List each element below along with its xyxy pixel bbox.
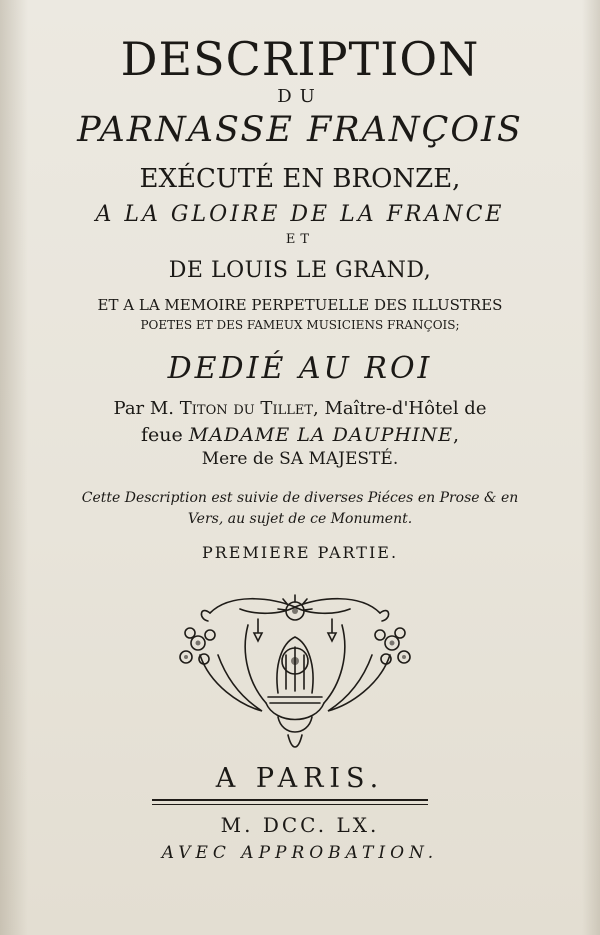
- feue-suffix: ,: [452, 424, 460, 446]
- mere-prefix: Mere de: [201, 449, 280, 469]
- title-subject: PARNASSE FRANÇOIS: [77, 110, 523, 150]
- feue-prefix: feue: [140, 424, 189, 446]
- approbation: AVEC APPROBATION.: [161, 843, 439, 863]
- note-line-1: Cette Description est suivie de diverses Piéces en Prose & en: [81, 490, 519, 506]
- title-material: EXÉCUTÉ EN BRONZE,: [139, 164, 461, 194]
- author-name: Titon du Tillet: [179, 398, 313, 419]
- mere-suffix: .: [392, 449, 399, 469]
- mere-line: [0, 451, 600, 468]
- book-title: DESCRIPTION: [120, 32, 480, 86]
- title-du: DU: [277, 86, 323, 107]
- imprint-rule: [152, 799, 428, 801]
- imprint-place: A PARIS.: [215, 763, 385, 794]
- baroque-vignette-icon: [170, 585, 420, 755]
- dauphine-name: MADAME LA DAUPHINE: [188, 424, 453, 446]
- imprint-year: M. DCC. LX.: [220, 813, 380, 837]
- feue-line: [0, 426, 600, 445]
- majeste-name: SA MAJESTÉ: [279, 449, 393, 469]
- part-label: PREMIERE PARTIE.: [201, 543, 399, 562]
- dedication: DEDIÉ AU ROI: [167, 351, 433, 386]
- title-memoire: ET A LA MEMOIRE PERPETUELLE DES ILLUSTRES: [97, 296, 503, 314]
- author-suffix: , Maître-d'Hôtel de: [313, 398, 487, 419]
- imprint-rule-thin: [152, 804, 428, 805]
- author-prefix: Par M.: [113, 398, 175, 419]
- title-poetes: POETES ET DES FAMEUX MUSICIENS FRANÇOIS;: [140, 318, 460, 332]
- author-line: [0, 400, 600, 418]
- title-et: ET: [285, 232, 315, 247]
- title-gloire: A LA GLOIRE DE LA FRANCE: [95, 202, 505, 227]
- title-louis: DE LOUIS LE GRAND,: [168, 258, 432, 283]
- note-line-2: Vers, au sujet de ce Monument.: [187, 511, 413, 527]
